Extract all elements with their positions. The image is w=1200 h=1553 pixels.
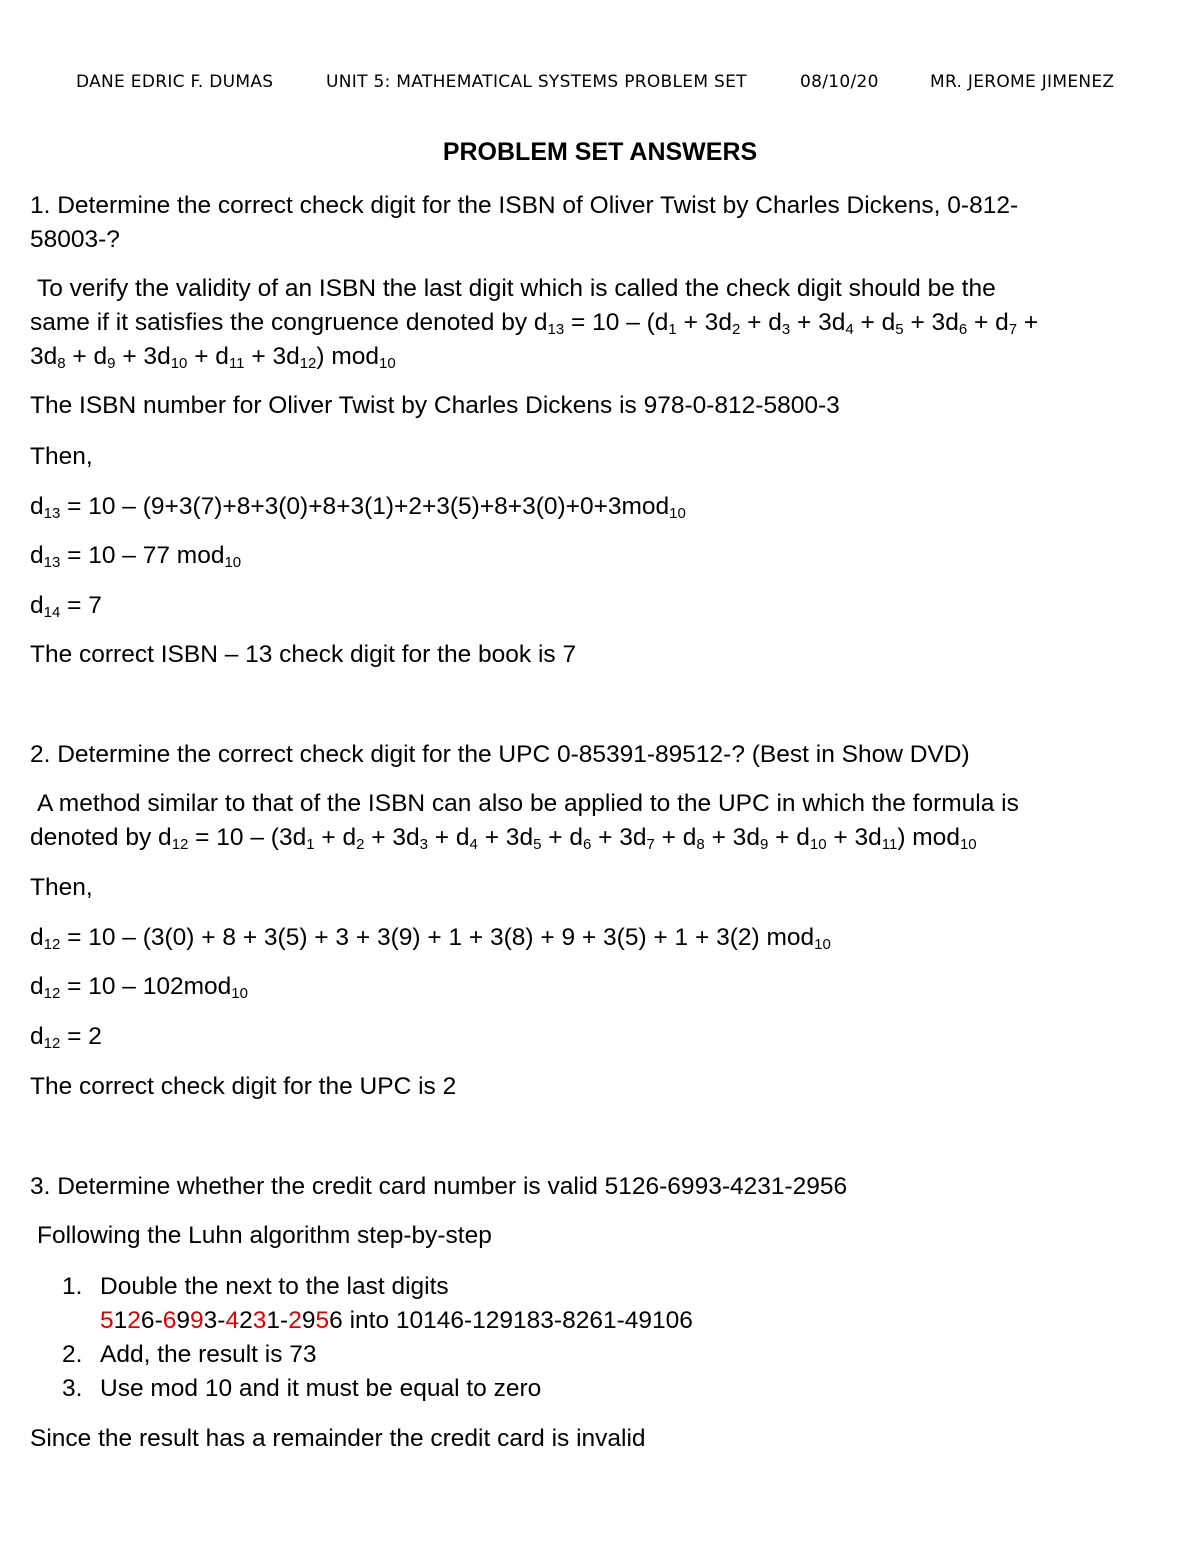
header-student: DANE EDRIC F. DUMAS <box>76 72 274 92</box>
q3-intro: Following the Luhn algorithm step-by-step <box>37 1222 492 1249</box>
q2-answer: The correct check digit for the UPC is 2 <box>30 1073 457 1100</box>
q3-step-3-text: Use mod 10 and it must be equal to zero <box>100 1375 542 1402</box>
card-number-highlighted: 5126-6993-4231-2956 <box>100 1307 343 1334</box>
q1-question-line2: 58003-? <box>30 226 120 253</box>
q3-card-line <box>100 1304 693 1338</box>
q1-step2: $d_{13} = 10 - 77$ mod$_{10}$ <box>30 542 242 571</box>
q2-step1: $d_{12} = 10 - (3(0) + 8 + 3(5) + 3 + 3(9) + 1 + 3(8) + 9 + 3(5) + 1 + 3(2)$ mod$_{10}$ <box>30 924 831 953</box>
q3-question: 3. Determine whether the credit card number is valid 5126-6993-4231-2956 <box>30 1173 848 1200</box>
page-title: PROBLEM SET ANSWERS <box>442 138 758 166</box>
q2-explain-line1: A method similar to that of the ISBN can also be applied to the UPC in which the formula is <box>37 790 1019 817</box>
card-result: into 10146-129183-8261-49106 <box>342 1307 693 1334</box>
q2-explain-line2: denoted by $d_{12} = 10 - (3d_1 + d_2 + 3d_3 + d_4 + 3d_5 + d_6 + 3d_7 + d_8 + 3d_9 + d_{10} + 3d_{11})$ mod$_{10}$ <box>30 824 977 853</box>
q1-then: Then, <box>30 443 93 470</box>
q1-step1: $d_{13} = 10 - (9+3(7)+8+3(0)+8+3(1)+2+3(5)+8+3(0)+0+3mod_{10}$ <box>30 493 686 522</box>
q3-conclusion: Since the result has a remainder the credit card is invalid <box>30 1425 646 1452</box>
q3-step-1-text: Double the next to the last digits <box>100 1273 449 1300</box>
q2-step2: $d_{12} = 10 - 102mod_{10}$ <box>30 973 248 1002</box>
q1-answer: The correct ISBN – 13 check digit for the book is 7 <box>30 641 577 668</box>
header-teacher: MR. JEROME JIMENEZ <box>930 72 1115 92</box>
q2-step3: $d_{12} = 2$ <box>30 1023 102 1052</box>
q3-step-2-text: Add, the result is 73 <box>100 1341 317 1368</box>
page-header <box>0 72 1200 98</box>
q3-step-3-number: 3. <box>62 1375 83 1402</box>
header-unit: UNIT 5: MATHEMATICAL SYSTEMS PROBLEM SET <box>326 72 747 92</box>
q1-step3: $d_{14} = 7$ <box>30 592 102 621</box>
q1-question-line1: 1. Determine the correct check digit for the ISBN of Oliver Twist by Charles Dickens, 0-812- <box>30 192 1019 219</box>
q1-explain-line2: same if it satisfies the congruence denoted by $d_{13} = 10 - (d_1 + 3d_2 + d_3 + 3d_4 + d_5 + 3d_6 + d_7$ + <box>30 309 1039 338</box>
q1-explain-line1: To verify the validity of an ISBN the last digit which is called the check digit should be the <box>37 275 996 302</box>
q1-explain-line3: $3d_8 + d_9 + 3d_{10} + d_{11} + 3d_{12}$) mod$_{10}$ <box>30 343 396 372</box>
q2-question: 2. Determine the correct check digit for the UPC 0-85391-89512-? (Best in Show DVD) <box>30 741 970 768</box>
header-date: 08/10/20 <box>800 72 879 92</box>
q1-isbn-line: The ISBN number for Oliver Twist by Charles Dickens is 978-0-812-5800-3 <box>30 392 840 419</box>
q2-then: Then, <box>30 874 93 901</box>
q3-step-2-number: 2. <box>62 1341 83 1368</box>
q3-step-1-number: 1. <box>62 1273 83 1300</box>
